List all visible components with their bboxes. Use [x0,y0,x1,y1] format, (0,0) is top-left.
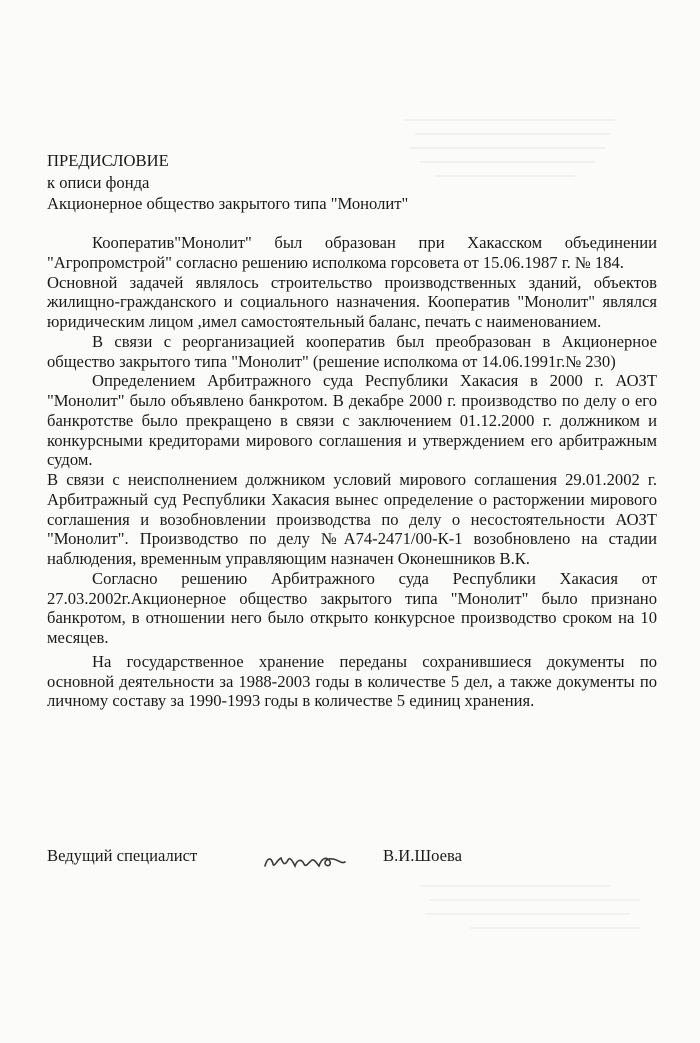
signer-name: В.И.Шоева [383,846,462,865]
handwritten-signature [257,840,357,876]
paragraph-main-task: Основной задачей являлось строительство производственных зданий, объектов жилищно-гражданского и социального назначения. Кооператив "Монолит" являлся юридическим лицом ,имел самостоятельный баланс, печать с наименованием. [47,272,657,331]
document-header [47,150,408,215]
fund-name: Акционерное общество закрытого типа "Монолит" [47,194,409,213]
signature-block [47,846,647,876]
paragraph-bankruptcy-2000: Определением Арбитражного суда Республики Хакасия в 2000 г. АОЗТ "Монолит" было объявлено банкротом. В декабре 2000 г. производство по делу о его банкротстве было прекращено в связи с заключением 01.12.2000 г. должником и конкурсными кредиторами мирового соглашения и утверждением его арбитражным судом. [47,371,657,470]
bleed-through-text-lower [410,878,650,938]
paragraph-founding: Кооператив"Монолит" был образован при Хакасском объединении "Агропромстрой" согласно решению исполкома горсовета от 15.06.1987 г. № 184. [47,233,657,272]
paragraph-bankruptcy-2002: Согласно решению Арбитражного суда Республики Хакасия от 27.03.2002г.Акционерное общество закрытого типа "Монолит" было признано банкротом, в отношении него было открыто конкурсное производство сроком на 10 месяцев. [47,568,657,647]
document-body [47,233,657,711]
paragraph-archive-transfer: На государственное хранение переданы сохранившиеся документы по основной деятельности за 1988-2003 годы в количестве 5 дел, а также документы по личному составу за 1990-1993 годы в количестве 5 единиц хранения. [47,651,657,711]
paragraph-settlement-termination: В связи с неисполнением должником условий мирового соглашения 29.01.2002 г. Арбитражный суд Республики Хакасия вынес определение о расторжении мирового соглашения и возобновлении производства по делу о несостоятельности АОЗТ "Монолит". Производство по делу №А74-2471/00-К-1 возобновлено на стадии наблюдения, временным управляющим назначен Оконешников В.К. [47,470,657,568]
paragraph-reorganization: В связи с реорганизацией кооператив был преобразован в Акционерное общество закрытого типа "Монолит" (решение исполкома от 14.06.1991г.№ 230) [47,331,657,371]
document-subtitle: к описи фонда [47,172,150,192]
signer-position: Ведущий специалист [47,846,198,865]
document-title: ПРЕДИСЛОВИЕ [47,151,169,170]
bleed-through-text [395,112,625,192]
